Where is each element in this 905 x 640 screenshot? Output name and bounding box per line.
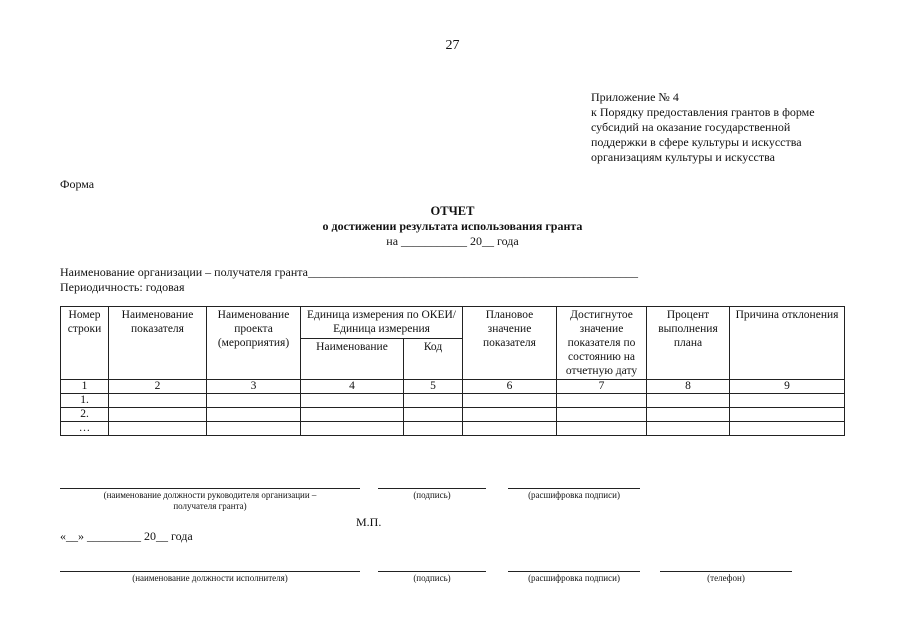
table-row xyxy=(61,422,845,436)
table-cell xyxy=(557,394,647,408)
table-cell xyxy=(557,422,647,436)
table-cell xyxy=(730,394,845,408)
table-cell xyxy=(647,422,730,436)
table-row xyxy=(61,408,845,422)
head-position-caption-line: получателя гранта) xyxy=(173,501,247,511)
page-number: 27 xyxy=(445,38,460,53)
header-unit-code: Код xyxy=(404,339,463,380)
head-signature-line xyxy=(378,488,486,489)
signature-date: «__» _________ 20__ года xyxy=(60,529,193,543)
column-number: 4 xyxy=(301,380,404,394)
executor-signature-caption: (подпись) xyxy=(413,573,451,583)
table-cell xyxy=(301,408,404,422)
table-cell xyxy=(404,394,463,408)
header-reason: Причина отклонения xyxy=(730,307,845,380)
executor-phone-line xyxy=(660,571,792,572)
table-cell xyxy=(647,394,730,408)
head-signature-caption: (подпись) xyxy=(413,490,451,500)
executor-position-line xyxy=(60,571,360,572)
executor-phone-caption: (телефон) xyxy=(707,573,745,583)
row-number-cell: 1. xyxy=(61,394,109,408)
column-number: 3 xyxy=(207,380,301,394)
table-cell xyxy=(730,408,845,422)
header-row-number: Номер строки xyxy=(61,307,109,380)
table-cell xyxy=(404,408,463,422)
head-position-line xyxy=(60,488,360,489)
column-number: 8 xyxy=(647,380,730,394)
table-cell xyxy=(463,394,557,408)
table-cell xyxy=(557,408,647,422)
document-title: ОТЧЕТ xyxy=(430,204,475,218)
header-unit-group: Единица измерения по ОКЕИ/Единица измерения xyxy=(301,307,463,339)
executor-decoding-line xyxy=(508,571,640,572)
table-cell xyxy=(463,408,557,422)
row-number-cell: … xyxy=(61,422,109,436)
column-number: 2 xyxy=(109,380,207,394)
table-cell xyxy=(301,394,404,408)
table-cell xyxy=(207,422,301,436)
executor-decoding-caption: (расшифровка подписи) xyxy=(528,573,620,583)
table-cell xyxy=(207,394,301,408)
appendix-line: организациям культуры и искусства xyxy=(591,150,775,164)
table-cell xyxy=(109,408,207,422)
column-number: 5 xyxy=(404,380,463,394)
appendix-line: поддержки в сфере культуры и искусства xyxy=(591,135,802,149)
table-cell xyxy=(207,408,301,422)
table-cell xyxy=(301,422,404,436)
column-number: 7 xyxy=(557,380,647,394)
appendix-line: к Порядку предоставления грантов в форме xyxy=(591,105,815,119)
table-cell xyxy=(647,408,730,422)
table-cell xyxy=(730,422,845,436)
report-table xyxy=(60,306,845,436)
row-number-cell: 2. xyxy=(61,408,109,422)
header-planned: Плановое значение показателя xyxy=(463,307,557,380)
column-number-row xyxy=(61,380,845,394)
executor-signature-line xyxy=(378,571,486,572)
stamp-placeholder: М.П. xyxy=(356,515,382,529)
header-project: Наименование проекта (мероприятия) xyxy=(207,307,301,380)
table-cell xyxy=(404,422,463,436)
appendix-line: субсидий на оказание государственной xyxy=(591,120,791,134)
report-date-line: на ___________ 20__ года xyxy=(386,234,519,248)
form-label: Форма xyxy=(60,177,95,191)
header-achieved: Достигнутое значение показателя по состоянию на отчетную дату xyxy=(557,307,647,380)
appendix-note xyxy=(591,90,891,165)
periodicity-line: Периодичность: годовая xyxy=(60,280,185,294)
appendix-line: Приложение № 4 xyxy=(591,90,679,104)
table-row xyxy=(61,394,845,408)
head-decoding-caption: (расшифровка подписи) xyxy=(528,490,620,500)
executor-position-caption: (наименование должности исполнителя) xyxy=(132,573,288,583)
column-number: 1 xyxy=(61,380,109,394)
table-cell xyxy=(109,394,207,408)
head-position-caption xyxy=(60,490,360,512)
head-decoding-line xyxy=(508,488,640,489)
head-position-caption-line: (наименование должности руководителя организации – xyxy=(103,490,317,500)
header-unit-name: Наименование xyxy=(301,339,404,380)
organization-line: Наименование организации – получателя гранта_______________________________________________________ xyxy=(60,265,638,279)
column-number: 6 xyxy=(463,380,557,394)
header-indicator: Наименование показателя xyxy=(109,307,207,380)
document-subtitle: о достижении результата использования гранта xyxy=(322,219,583,233)
table-cell xyxy=(463,422,557,436)
table-cell xyxy=(109,422,207,436)
column-number: 9 xyxy=(730,380,845,394)
header-percent: Процент выполнения плана xyxy=(647,307,730,380)
table-header-row xyxy=(61,307,845,339)
